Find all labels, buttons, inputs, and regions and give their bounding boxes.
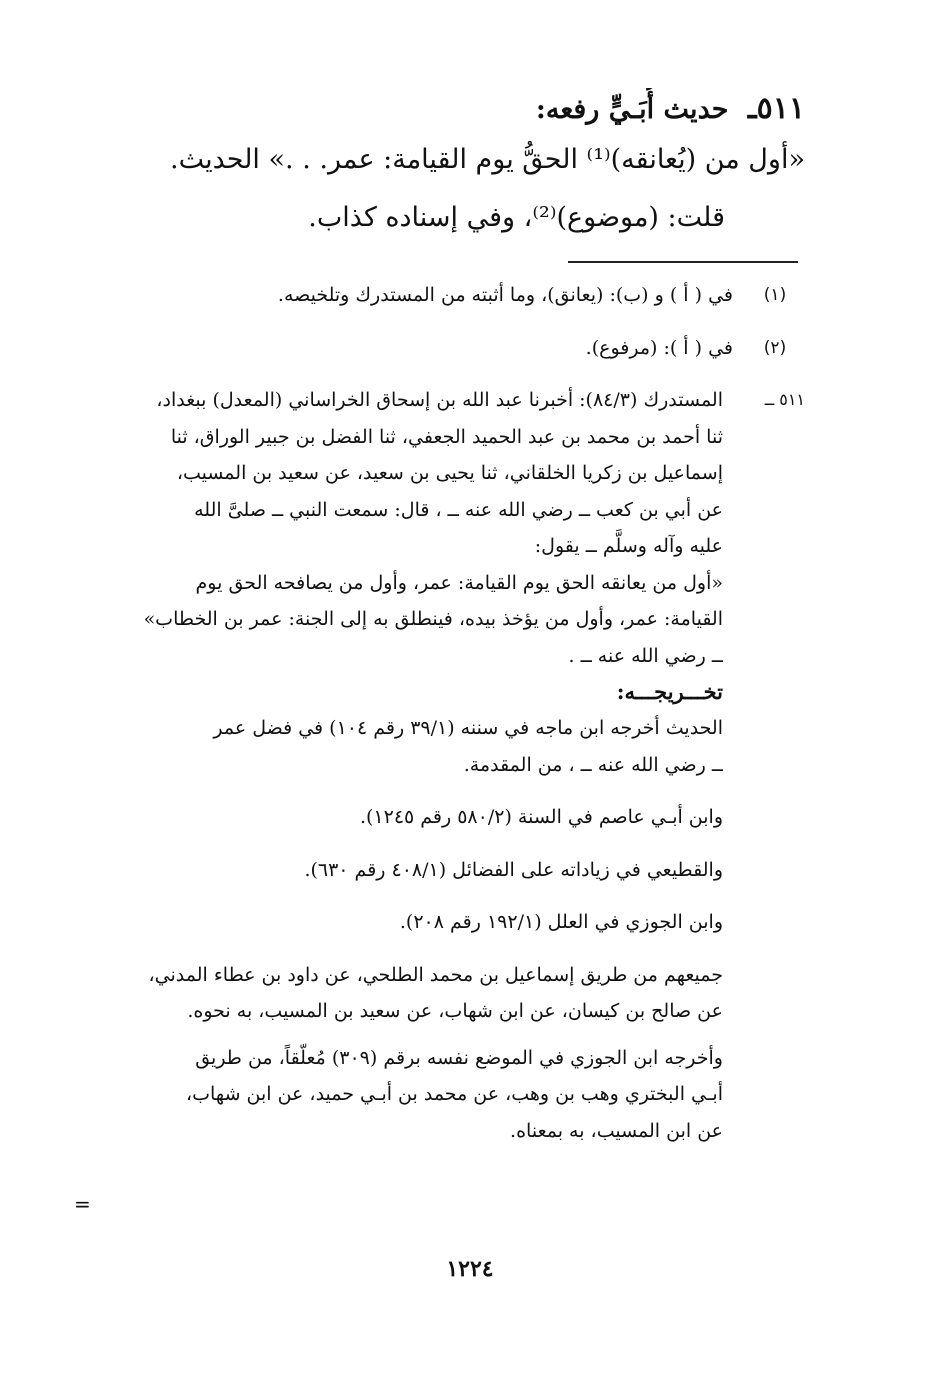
footnote-separator: [568, 261, 798, 263]
paragraph-line: جميعهم من طريق إسماعيل بن محمد الطلحي، عن داود بن عطاء المدني،: [148, 963, 723, 986]
footnote-item: [100, 335, 805, 362]
isnad-paragraph: [100, 419, 805, 565]
paragraph-line: عن صالح بن كيسان، عن ابن شهاب، عن سعيد بن المسيب، به نحوه.: [187, 1000, 723, 1022]
takhrij-section: [100, 674, 805, 1149]
commentary: [100, 382, 805, 1149]
reference-line: والقطيعي في زياداته على الفضائل (٤٠٨/١ رقم ٦٣٠).: [304, 858, 723, 881]
footnote-text: في ( أ ): (مرفوع).: [585, 337, 733, 359]
matn-line: ــ رضي الله عنه ــ .: [568, 644, 723, 667]
footnotes: [100, 282, 805, 388]
hadith-heading-line: [100, 88, 805, 131]
takhrij-line: الحديث أخرجه ابن ماجه في سننه (٣٩/١ رقم ١٠٤) في فضل عمر: [213, 717, 723, 739]
continuation-marker: =: [74, 1192, 91, 1216]
isnad-line: ثنا أحمد بن محمد بن عبد الحميد الجعفي، ثنا الفضل بن جبير الوراق، ثنا: [170, 425, 723, 448]
footnote-number: (٢): [763, 338, 787, 358]
isnad-line: إسماعيل بن زكريا الخلقاني، ثنا يحيى بن سعيد، عن سعيد بن المسيب،: [176, 462, 723, 484]
footnote-text: في ( أ ) و (ب): (يعانق)، وما أثبته من المستدرك وتلخيصه.: [277, 284, 733, 306]
isnad-line: عن أبي بن كعب ــ رضي الله عنه ــ ، قال: سمعت النبي ــ صلىَّ الله: [194, 498, 723, 521]
page-number: ١٢٢٤: [446, 1256, 494, 1282]
paragraph-line: أبـي البختري وهب بن وهب، عن محمد بن أبـي حميد، عن ابن شهاب،: [186, 1083, 723, 1105]
hadith-block: [100, 88, 805, 247]
reference-line: وابن الجوزي في العلل (١٩٢/١ رقم ٢٠٨).: [399, 911, 723, 933]
footnote-item: [100, 282, 805, 309]
isnad-line: عليه وآله وسلَّم ــ يقول:: [534, 535, 723, 557]
matn-line: القيامة: عمر، وأول من يؤخذ بيده، فينطلق به إلى الجنة: عمر بن الخطاب»: [143, 608, 723, 630]
hadith-heading: حديث أُبَـيٍّ رفعه:: [535, 94, 729, 125]
paragraph-line: عن ابن المسيب، به بمعناه.: [510, 1119, 723, 1142]
hadith-number: ٥١١ـ: [747, 91, 805, 126]
hadith-verdict: قلت: (موضوع)⁽²⁾، وفي إسناده كذاب.: [308, 202, 725, 233]
reference-line: وابن أبـي عاصم في السنة (٥٨٠/٢ رقم ١٢٤٥).: [359, 806, 723, 828]
takhrij-title: تخـــريجـــه:: [616, 679, 723, 704]
takhrij-line: ــ رضي الله عنه ــ ، من المقدمة.: [463, 753, 723, 776]
commentary-first-line: [100, 382, 805, 419]
matn-paragraph: [100, 565, 805, 675]
commentary-number: ٥١١ ــ: [764, 390, 805, 409]
isnad-line: المستدرك (٨٤/٣): أخبرنا عبد الله بن إسحاق الخراساني (المعدل) ببغداد،: [156, 389, 723, 411]
matn-line: «أول من يعانقه الحق يوم القيامة: عمر، وأول من يصافحه الحق يوم: [195, 571, 723, 594]
paragraph-line: وأخرجه ابن الجوزي في الموضع نفسه برقم (٣٠٩) مُعلّقاً، من طريق: [195, 1046, 723, 1069]
hadith-text: «أول من (يُعانقه)⁽¹⁾ الحقُّ يوم القيامة: عمر. . .» الحديث.: [170, 144, 805, 175]
footnote-number: (١): [763, 285, 787, 305]
